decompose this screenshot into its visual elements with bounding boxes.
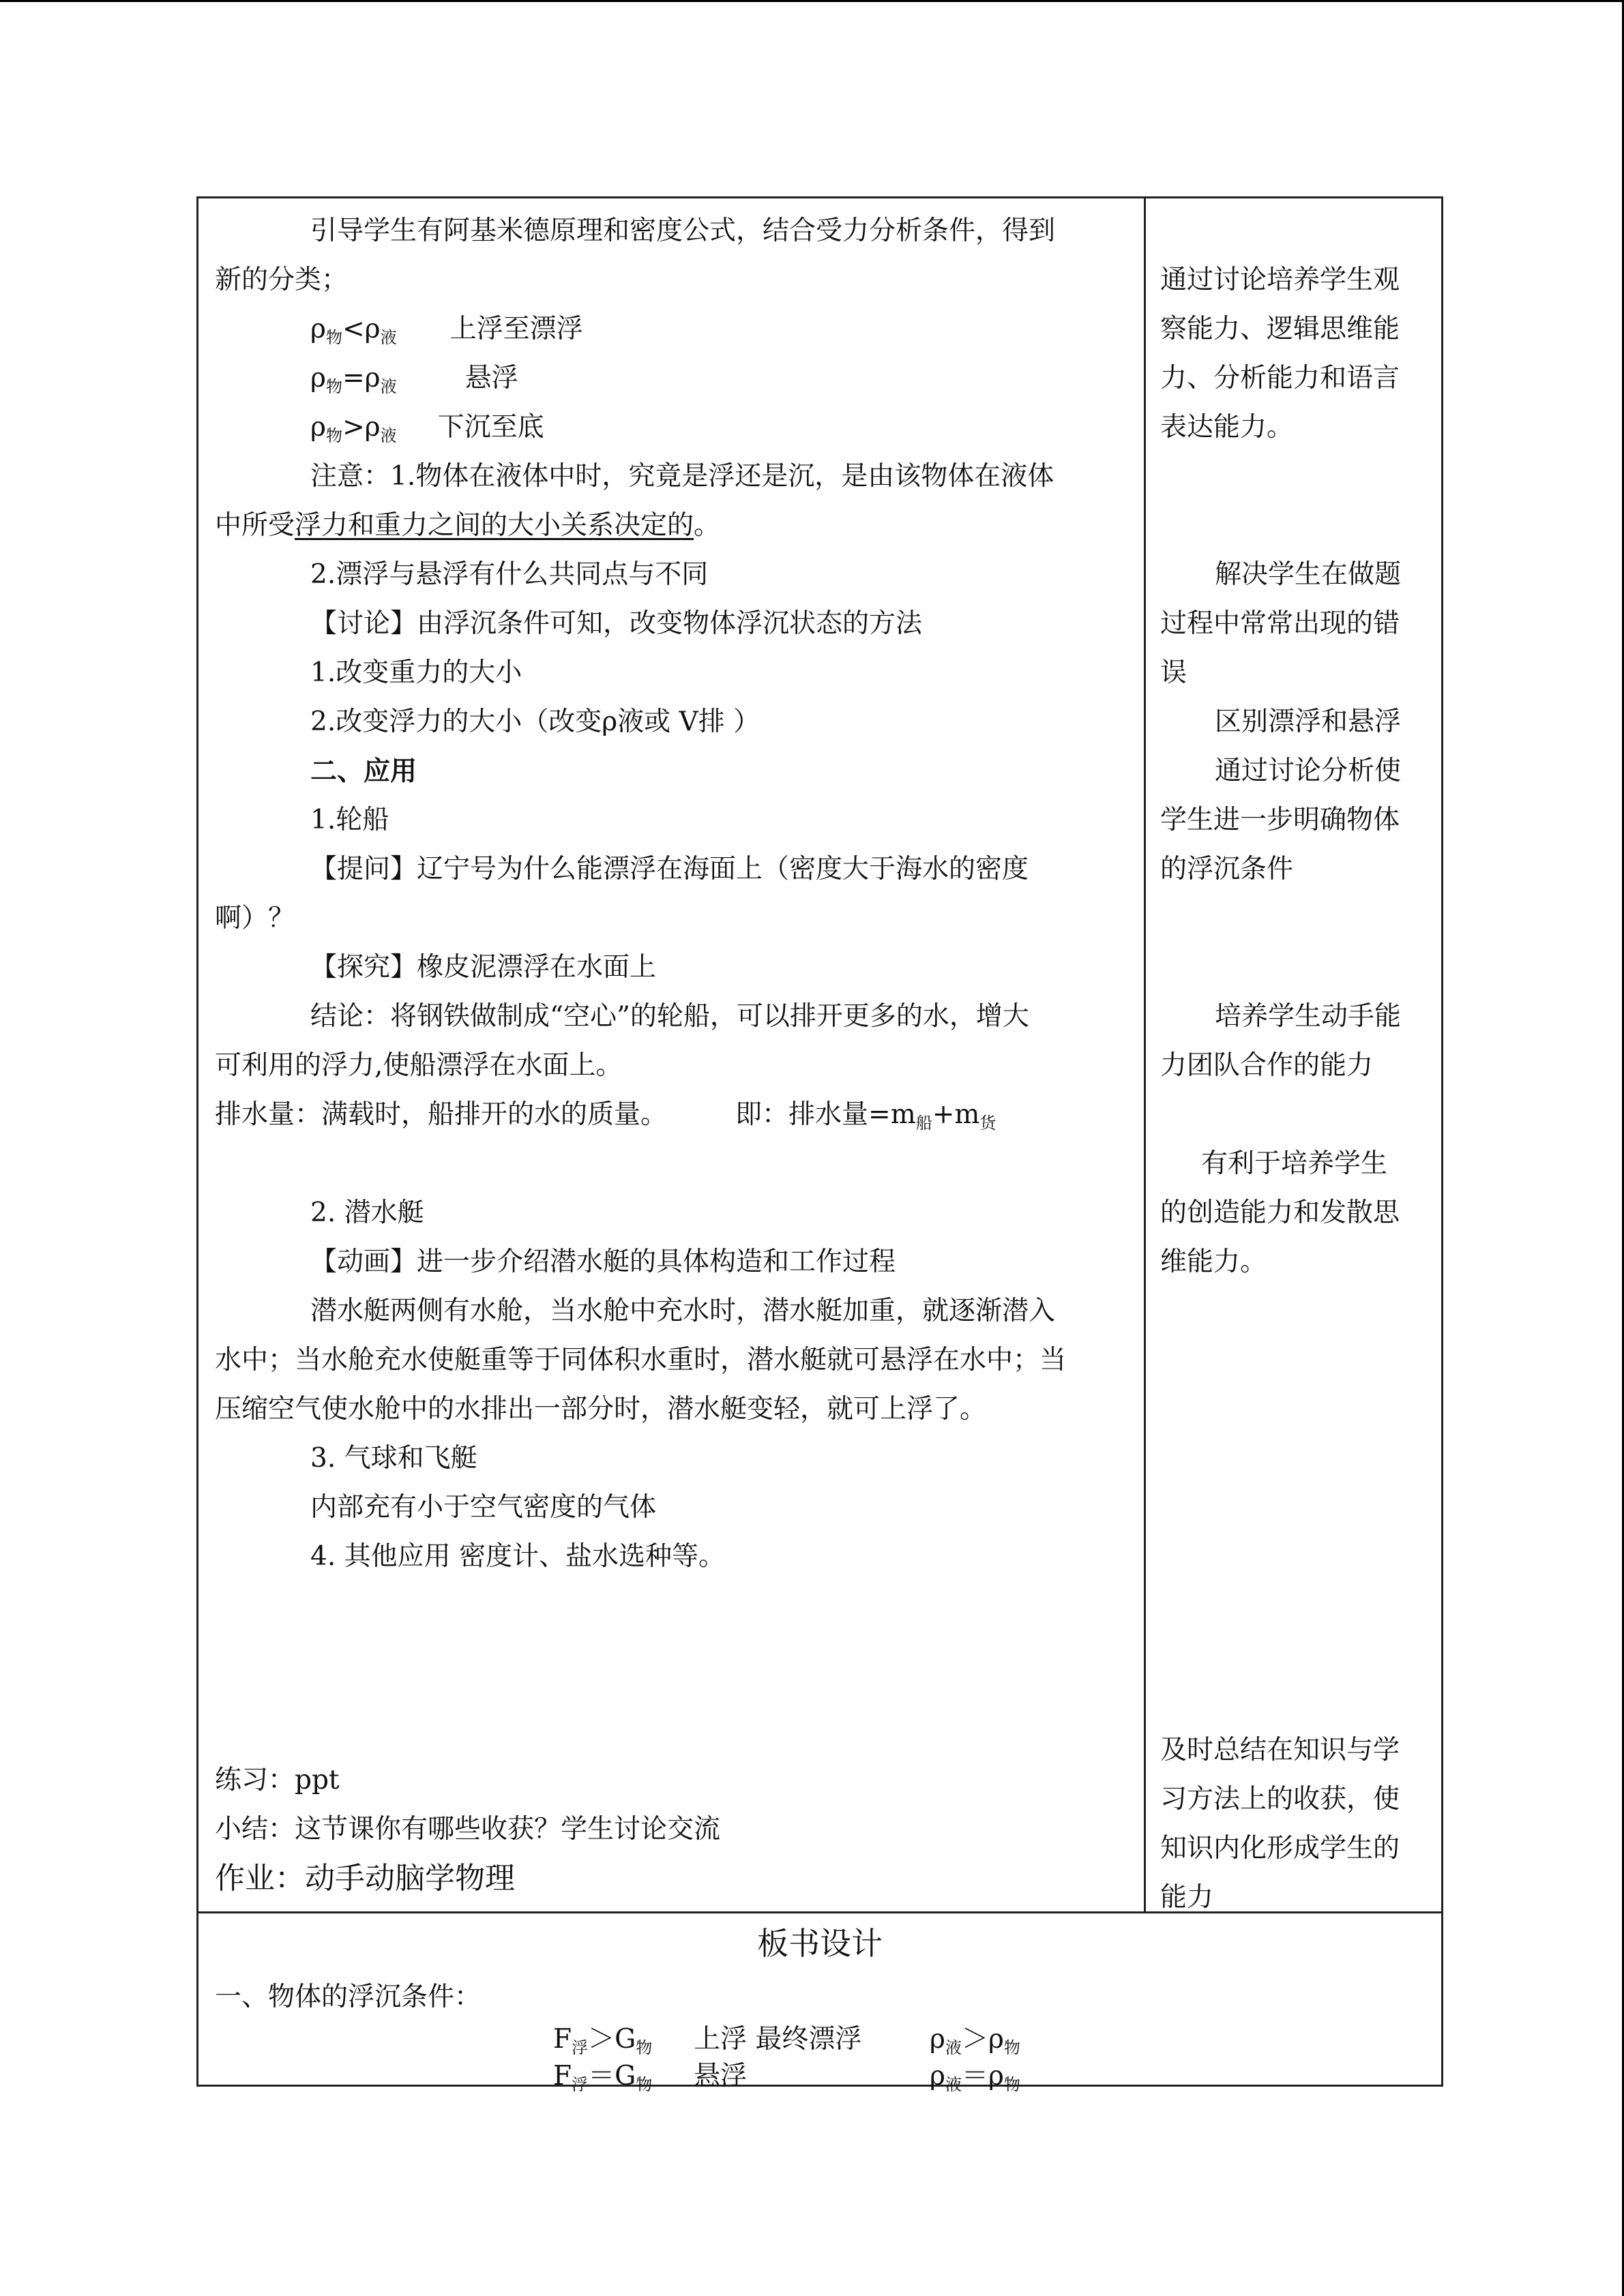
note-line-3: 2.漂浮与悬浮有什么共同点与不同 — [310, 559, 709, 590]
intent-1-line-1: 通过讨论培养学生观 — [1160, 265, 1400, 295]
intent-3: 区别漂浮和悬浮 — [1215, 706, 1402, 737]
intent-1-line-4: 表达能力。 — [1160, 412, 1294, 443]
explore-line: 【探究】橡皮泥漂浮在水面上 — [310, 952, 657, 983]
item-submarine: 2. 潜水艇 — [310, 1197, 424, 1228]
method-2: 2.改变浮力的大小（改变ρ液或 V排 ） — [310, 706, 761, 737]
intent-5-line-2: 力团队合作的能力 — [1160, 1050, 1374, 1081]
intent-7-line-1: 及时总结在知识与学 — [1160, 1735, 1400, 1765]
board-design-title: 板书设计 — [757, 1925, 883, 1962]
condition-sink: $\rho_物>\rho_液$ 下沉至底 — [310, 412, 544, 445]
intent-4-line-2: 学生进一步明确物体 — [1160, 805, 1400, 835]
board-row-2-force: $F_浮=G_物$ — [553, 2061, 653, 2094]
homework-line: 作业：动手动脑学物理 — [215, 1861, 515, 1896]
conclusion-line-1: 结论：将钢铁做制成“空心”的轮船，可以排开更多的水，增大 — [310, 1001, 1029, 1032]
condition-float: $\rho_物<\rho_液$ 上浮至漂浮 — [310, 314, 583, 347]
balloon-desc: 内部充有小于空气密度的气体 — [310, 1492, 657, 1523]
question-line-2: 啊）？ — [215, 903, 295, 934]
displacement-line: 排水量：满载时，船排开的水的质量。 即：排水量$=m_船+m_货$ — [215, 1099, 996, 1133]
conclusion-line-2: 可利用的浮力,使船漂浮在水面上。 — [215, 1050, 623, 1081]
submarine-desc-1: 潜水艇两侧有水舱，当水舱中充水时，潜水艇加重，就逐渐潜入 — [310, 1296, 1056, 1326]
row-divider — [198, 1911, 1441, 1913]
note-line-1: 注意：1.物体在液体中时，究竟是浮还是沉，是由该物体在液体 — [310, 461, 1054, 492]
page-top-border — [0, 0, 1624, 2]
intent-6-line-2: 的创造能力和发散思 — [1160, 1197, 1400, 1228]
item-other-applications: 4. 其他应用 密度计、盐水选种等。 — [310, 1541, 726, 1572]
intent-2-line-1: 解决学生在做题 — [1215, 559, 1402, 590]
intro-line-1: 引导学生有阿基米德原理和密度公式，结合受力分析条件，得到 — [310, 215, 1056, 246]
board-row-1-state: 上浮 最终漂浮 — [694, 2024, 862, 2055]
summary-line: 小结：这节课你有哪些收获？学生讨论交流 — [215, 1814, 721, 1845]
board-row-1-force: $F_浮>G_物$ — [553, 2024, 653, 2057]
intent-7-line-4: 能力 — [1160, 1882, 1214, 1913]
intent-1-line-2: 察能力、逻辑思维能 — [1160, 314, 1400, 344]
method-1: 1.改变重力的大小 — [310, 657, 522, 688]
submarine-desc-3: 压缩空气使水舱中的水排出一部分时，潜水艇变轻，就可上浮了。 — [215, 1394, 987, 1425]
intent-7-line-2: 习方法上的收获，使 — [1160, 1784, 1400, 1815]
intent-6-line-1: 有利于培养学生 — [1201, 1148, 1388, 1179]
intent-2-line-3: 误 — [1160, 657, 1187, 688]
board-row-2-density: $\rho_液=\rho_物$ — [930, 2061, 1020, 2094]
question-line-1: 【提问】辽宁号为什么能漂浮在海面上（密度大于海水的密度 — [310, 854, 1029, 884]
intent-4-line-1: 通过讨论分析使 — [1215, 756, 1402, 786]
board-row-1-density: $\rho_液>\rho_物$ — [930, 2024, 1020, 2057]
intent-2-line-2: 过程中常常出现的错 — [1160, 608, 1400, 639]
submarine-desc-2: 水中；当水舱充水使艇重等于同体积水重时，潜水艇就可悬浮在水中；当 — [215, 1345, 1067, 1375]
item-balloon: 3. 气球和飞艇 — [310, 1443, 477, 1474]
intent-7-line-3: 知识内化形成学生的 — [1160, 1833, 1400, 1864]
underlined-key-point: 浮力和重力之间的大小关系决定的 — [295, 510, 694, 541]
section-heading-application: 二、应用 — [310, 756, 417, 787]
lesson-table — [196, 196, 1443, 2094]
practice-line: 练习：ppt — [215, 1765, 340, 1795]
intent-1-line-3: 力、分析能力和语言 — [1160, 363, 1400, 393]
intent-4-line-3: 的浮沉条件 — [1160, 854, 1294, 884]
intent-6-line-3: 维能力。 — [1160, 1247, 1267, 1277]
animation-line: 【动画】进一步介绍潜水艇的具体构造和工作过程 — [310, 1247, 896, 1277]
discussion-line: 【讨论】由浮沉条件可知，改变物体浮沉状态的方法 — [310, 608, 923, 639]
condition-suspend: $\rho_物=\rho_液$ 悬浮 — [310, 363, 518, 396]
intro-line-2: 新的分类； — [215, 265, 349, 295]
intent-5-line-1: 培养学生动手能 — [1215, 1001, 1402, 1032]
note-line-2: 中所受浮力和重力之间的大小关系决定的。 — [215, 510, 721, 541]
item-ship: 1.轮船 — [310, 805, 389, 835]
column-divider — [1144, 198, 1146, 1911]
board-row-2-state: 悬浮 — [694, 2061, 748, 2091]
board-heading: 一、物体的浮沉条件： — [215, 1982, 482, 2012]
